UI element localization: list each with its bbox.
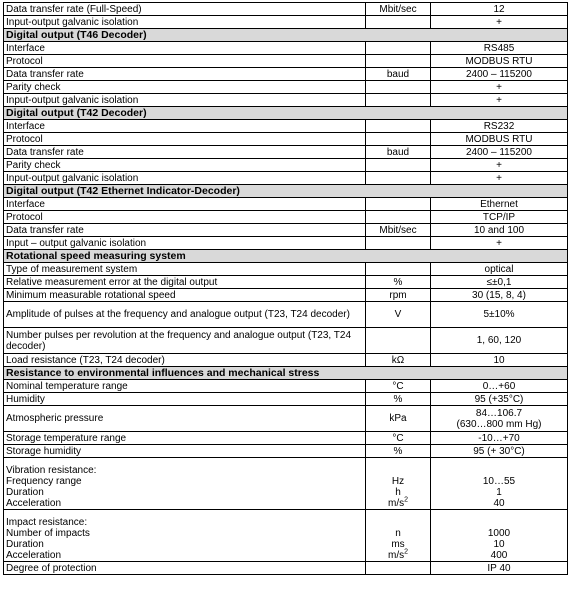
- impact-label: Number of impacts: [6, 528, 90, 539]
- table-row: [4, 562, 568, 575]
- row-unit: kΩ: [366, 354, 431, 367]
- row-unit: rpm: [366, 289, 431, 302]
- row-label: Data transfer rate: [4, 224, 366, 237]
- impact-labels: [4, 510, 366, 562]
- table-row: [4, 263, 568, 276]
- row-unit: [366, 263, 431, 276]
- row-value-line: (630…800 mm Hg): [456, 418, 542, 430]
- row-value: TCP/IP: [431, 211, 568, 224]
- row-unit: [366, 81, 431, 94]
- table-row: [4, 133, 568, 146]
- section-header: [4, 29, 568, 42]
- row-unit: [366, 16, 431, 29]
- row-value: ≤±0,1: [431, 276, 568, 289]
- vibration-label: Duration: [6, 487, 44, 498]
- row-value: +: [431, 16, 568, 29]
- row-label: Nominal temperature range: [4, 380, 366, 393]
- impact-value: 400: [490, 550, 508, 561]
- impact-label: Acceleration: [6, 550, 62, 561]
- table-row: [4, 432, 568, 445]
- row-label: Parity check: [4, 159, 366, 172]
- table-row: [4, 406, 568, 432]
- section-header: [4, 107, 568, 120]
- row-value: 10: [431, 354, 568, 367]
- row-label: Degree of protection: [4, 562, 366, 575]
- vibration-label: Frequency range: [6, 476, 82, 487]
- vibration-unit: [368, 498, 428, 509]
- table-row: [4, 16, 568, 29]
- row-label: Interface: [4, 120, 366, 133]
- spec-table: [3, 2, 568, 575]
- row-unit: [366, 198, 431, 211]
- row-label: Humidity: [4, 393, 366, 406]
- table-row: [4, 3, 568, 16]
- row-value: 2400 – 115200: [431, 68, 568, 81]
- row-label: Storage humidity: [4, 445, 366, 458]
- impact-value: 10: [493, 539, 505, 550]
- row-value: 2400 – 115200: [431, 146, 568, 159]
- row-label: Amplitude of pulses at the frequency and analogue output (T23, T24 decoder): [4, 302, 366, 328]
- row-unit: baud: [366, 68, 431, 81]
- table-row: [4, 237, 568, 250]
- row-unit: [366, 133, 431, 146]
- table-row: [4, 380, 568, 393]
- row-unit: [366, 42, 431, 55]
- table-row: [4, 224, 568, 237]
- row-value: MODBUS RTU: [431, 133, 568, 146]
- vibration-heading: Vibration resistance:: [6, 465, 97, 476]
- table-row: [4, 94, 568, 107]
- unit-exponent: 2: [404, 496, 408, 504]
- row-value: MODBUS RTU: [431, 55, 568, 68]
- table-row: [4, 159, 568, 172]
- impact-units: [366, 510, 431, 562]
- row-label: Atmospheric pressure: [4, 406, 366, 432]
- row-label: Type of measurement system: [4, 263, 366, 276]
- row-value: 1, 60, 120: [431, 328, 568, 354]
- table-row: [4, 458, 568, 510]
- row-label: Storage temperature range: [4, 432, 366, 445]
- vibration-label: Acceleration: [6, 498, 62, 509]
- row-label: Protocol: [4, 55, 366, 68]
- row-value: +: [431, 81, 568, 94]
- vibration-value: 1: [496, 487, 502, 498]
- row-label: Minimum measurable rotational speed: [4, 289, 366, 302]
- table-row: [4, 354, 568, 367]
- table-row: [4, 393, 568, 406]
- row-value: 30 (15, 8, 4): [431, 289, 568, 302]
- row-unit: [366, 55, 431, 68]
- row-unit: [366, 172, 431, 185]
- row-label: Relative measurement error at the digital output: [4, 276, 366, 289]
- vibration-unit: Hz: [391, 476, 405, 487]
- row-unit: %: [366, 393, 431, 406]
- row-unit: %: [366, 445, 431, 458]
- vibration-unit: h: [395, 487, 401, 498]
- row-value: +: [431, 237, 568, 250]
- table-row: [4, 42, 568, 55]
- section-title: Digital output (T42 Decoder): [4, 107, 568, 120]
- row-value: optical: [431, 263, 568, 276]
- section-header: [4, 250, 568, 263]
- table-row: [4, 198, 568, 211]
- row-value: -10…+70: [431, 432, 568, 445]
- row-value: RS485: [431, 42, 568, 55]
- row-value: 95 (+35°C): [431, 393, 568, 406]
- row-label: Protocol: [4, 133, 366, 146]
- row-unit: [366, 211, 431, 224]
- row-unit: kPa: [366, 406, 431, 432]
- table-row: [4, 276, 568, 289]
- impact-value: 1000: [487, 528, 511, 539]
- row-unit: [366, 562, 431, 575]
- row-label: Parity check: [4, 81, 366, 94]
- section-title: Digital output (T42 Ethernet Indicator-Decoder): [4, 185, 568, 198]
- table-row: [4, 289, 568, 302]
- table-row: [4, 120, 568, 133]
- impact-unit: ms: [391, 539, 405, 550]
- row-label: Input-output galvanic isolation: [4, 94, 366, 107]
- vibration-value: 10…55: [482, 476, 516, 487]
- row-label: Input – output galvanic isolation: [4, 237, 366, 250]
- row-value: 12: [431, 3, 568, 16]
- row-label: Input-output galvanic isolation: [4, 16, 366, 29]
- row-value: 95 (+ 30°C): [431, 445, 568, 458]
- row-value: Ethernet: [431, 198, 568, 211]
- row-unit: V: [366, 302, 431, 328]
- vibration-value: 40: [493, 498, 505, 509]
- vibration-labels: [4, 458, 366, 510]
- row-unit: baud: [366, 146, 431, 159]
- row-label: Interface: [4, 42, 366, 55]
- vibration-values: [431, 458, 568, 510]
- row-unit: %: [366, 276, 431, 289]
- table-row: [4, 68, 568, 81]
- row-label: Protocol: [4, 211, 366, 224]
- row-value-line: 84…106.7: [475, 407, 523, 419]
- section-title: Digital output (T46 Decoder): [4, 29, 568, 42]
- section-header: [4, 367, 568, 380]
- section-title: Rotational speed measuring system: [4, 250, 568, 263]
- impact-values: [431, 510, 568, 562]
- row-label: Load resistance (T23, T24 decoder): [4, 354, 366, 367]
- table-row: [4, 328, 568, 354]
- row-label: Data transfer rate: [4, 146, 366, 159]
- table-row: [4, 172, 568, 185]
- row-value: 10 and 100: [431, 224, 568, 237]
- row-unit: Mbit/sec: [366, 3, 431, 16]
- row-label: Input-output galvanic isolation: [4, 172, 366, 185]
- section-title: Resistance to environmental influences and mechanical stress: [4, 367, 568, 380]
- row-label: Data transfer rate: [4, 68, 366, 81]
- unit-base: m/s: [387, 550, 405, 561]
- impact-heading: Impact resistance:: [6, 517, 88, 528]
- row-value: +: [431, 172, 568, 185]
- row-unit: [366, 237, 431, 250]
- unit-base: m/s: [387, 498, 405, 509]
- row-value: 5±10%: [431, 302, 568, 328]
- spec-table-body: [4, 3, 568, 458]
- row-value: 0…+60: [431, 380, 568, 393]
- row-value: RS232: [431, 120, 568, 133]
- table-row: [4, 211, 568, 224]
- row-unit: [366, 328, 431, 354]
- table-row: [4, 302, 568, 328]
- row-unit: °C: [366, 380, 431, 393]
- row-unit: °C: [366, 432, 431, 445]
- table-row: [4, 55, 568, 68]
- spec-sheet: [3, 2, 568, 575]
- table-row: [4, 510, 568, 562]
- row-label: Number pulses per revolution at the frequency and analogue output (T23, T24 decoder): [4, 328, 366, 354]
- row-unit: [366, 159, 431, 172]
- impact-unit: n: [395, 528, 401, 539]
- row-unit: Mbit/sec: [366, 224, 431, 237]
- row-label: Data transfer rate (Full-Speed): [4, 3, 366, 16]
- row-label: Interface: [4, 198, 366, 211]
- row-value: +: [431, 159, 568, 172]
- vibration-block: [4, 458, 568, 575]
- row-value: [431, 406, 568, 432]
- impact-unit: [368, 550, 428, 561]
- table-row: [4, 146, 568, 159]
- row-unit: [366, 94, 431, 107]
- section-header: [4, 185, 568, 198]
- table-row: [4, 81, 568, 94]
- row-value: IP 40: [431, 562, 568, 575]
- table-row: [4, 445, 568, 458]
- unit-exponent: 2: [404, 548, 408, 556]
- impact-label: Duration: [6, 539, 44, 550]
- row-value: +: [431, 94, 568, 107]
- vibration-units: [366, 458, 431, 510]
- row-unit: [366, 120, 431, 133]
